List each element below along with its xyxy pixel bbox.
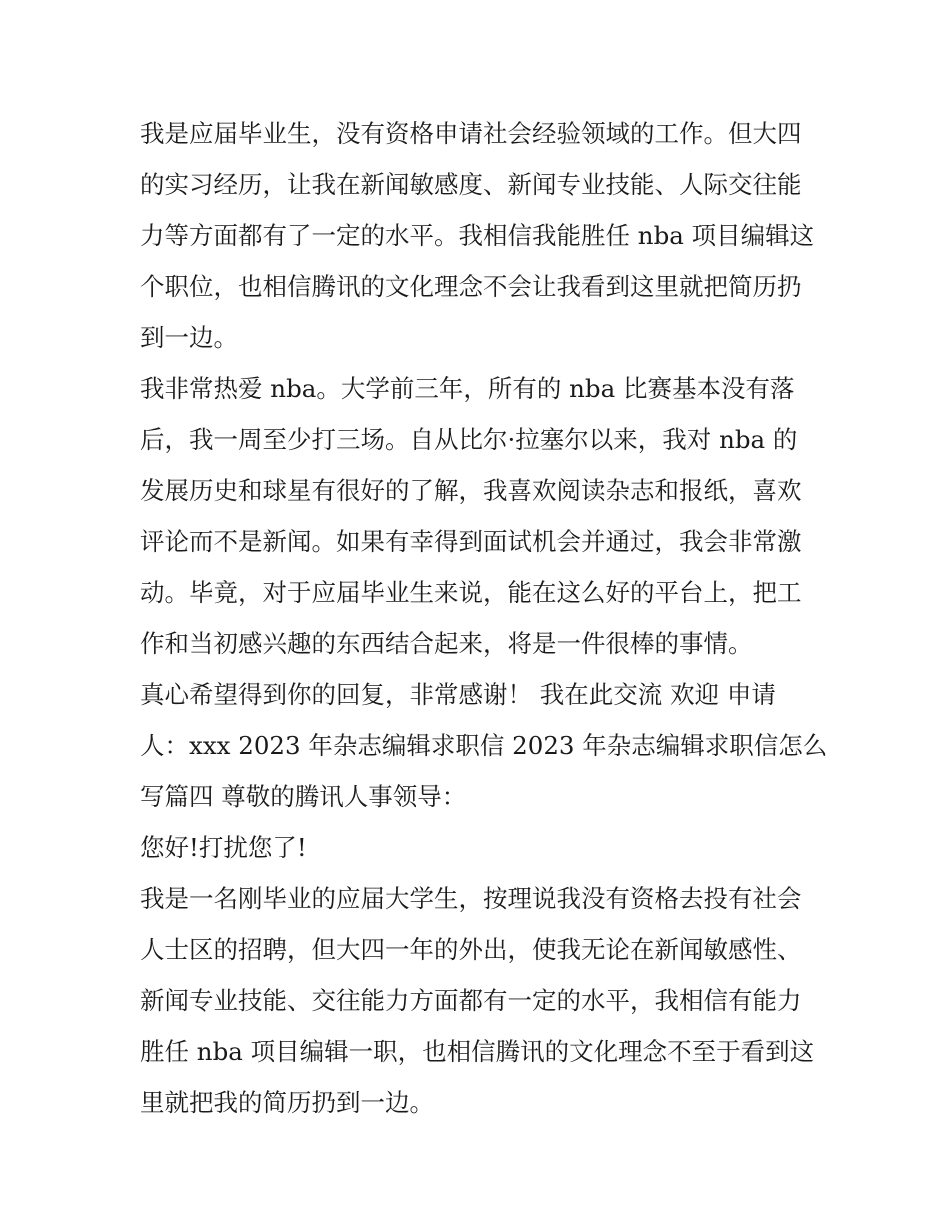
text-line: 评论而不是新闻。如果有幸得到面试机会并通过，我会非常激 [140, 527, 802, 556]
text-line: 新闻专业技能、交往能力方面都有一定的水平，我相信有能力 [140, 986, 802, 1015]
text-line: 到一边。 [140, 323, 238, 352]
text-line: 里就把我的简历扔到一边。 [140, 1088, 434, 1117]
text-line: 的实习经历，让我在新闻敏感度、新闻专业技能、人际交往能 [140, 170, 802, 199]
text-line: 您好!打扰您了! [140, 833, 307, 862]
text-line: 人士区的招聘，但大四一年的外出，使我无论在新闻敏感性、 [140, 935, 802, 964]
text-line: 真心希望得到你的回复，非常感谢！ 我在此交流 欢迎 申请 [140, 680, 776, 709]
text-line: 发展历史和球星有很好的了解，我喜欢阅读杂志和报纸，喜欢 [140, 476, 802, 505]
text-line: 胜任 nba 项目编辑一职，也相信腾讯的文化理念不至于看到这 [140, 1037, 815, 1066]
text-line: 个职位，也相信腾讯的文化理念不会让我看到这里就把简历扔 [140, 272, 802, 301]
text-line: 作和当初感兴趣的东西结合起来，将是一件很棒的事情。 [140, 629, 753, 658]
text-line: 力等方面都有了一定的水平。我相信我能胜任 nba 项目编辑这 [140, 221, 815, 250]
text-line: 我是一名刚毕业的应届大学生，按理说我没有资格去投有社会 [140, 884, 802, 913]
text-line: 我非常热爱 nba。大学前三年，所有的 nba 比赛基本没有落 [140, 374, 795, 403]
text-line: 后，我一周至少打三场。自从比尔·拉塞尔以来，我对 nba 的 [140, 425, 798, 454]
text-line: 动。毕竟，对于应届毕业生来说，能在这么好的平台上，把工 [140, 578, 802, 607]
document-body [140, 108, 828, 1128]
text-line: 人：xxx 2023 年杂志编辑求职信 2023 年杂志编辑求职信怎么 [140, 731, 828, 760]
text-line: 写篇四 尊敬的腾讯人事领导： [140, 782, 467, 811]
text-line: 我是应届毕业生，没有资格申请社会经验领域的工作。但大四 [140, 119, 802, 148]
